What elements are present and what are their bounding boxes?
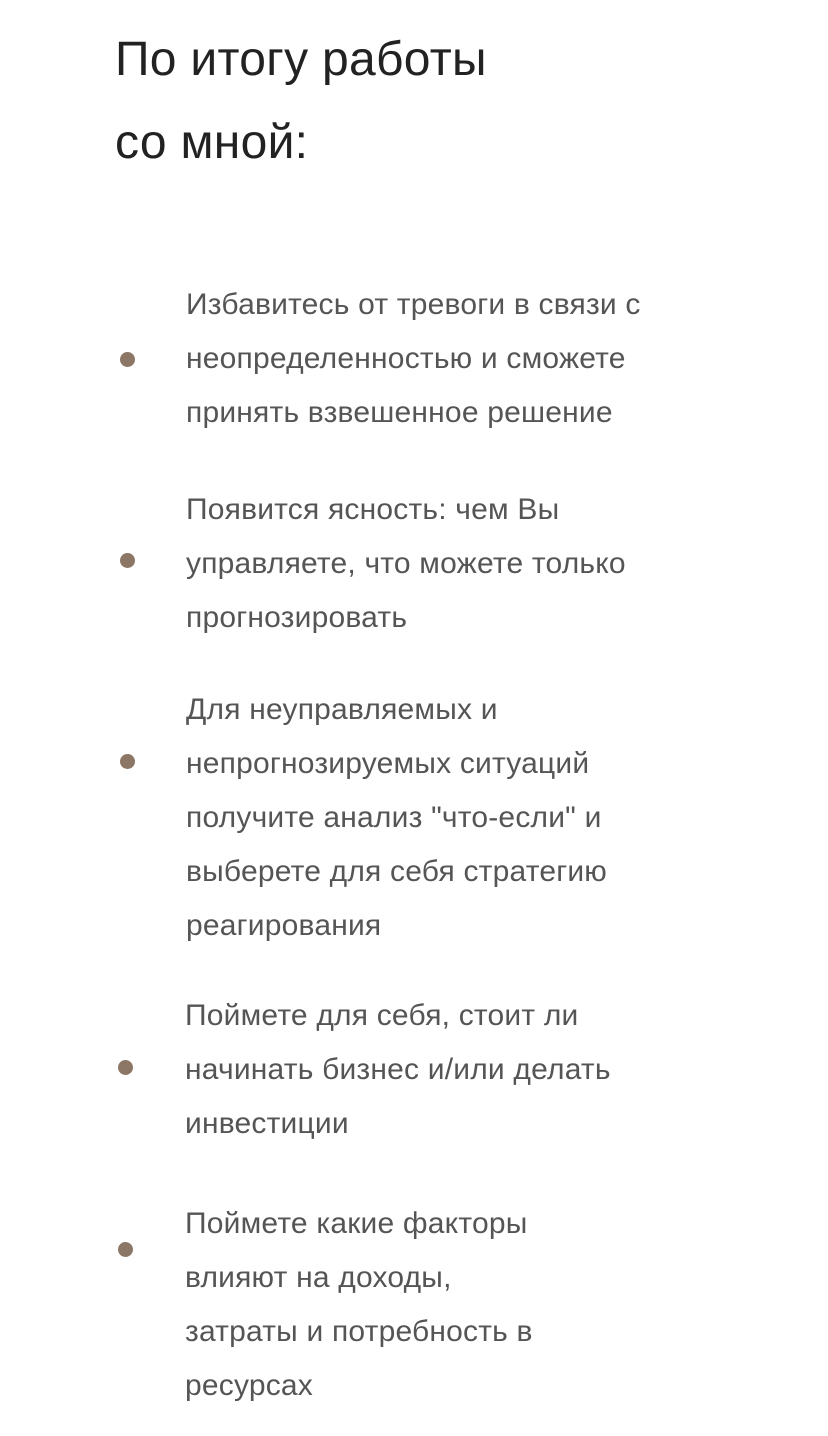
bullet-dot-icon bbox=[120, 352, 135, 367]
benefit-line: Избавитесь от тревоги в связи с bbox=[186, 288, 641, 321]
benefit-line: прогнозировать bbox=[186, 601, 408, 634]
benefit-line: принять взвешенное решение bbox=[186, 396, 613, 429]
benefit-text bbox=[186, 683, 607, 953]
benefit-line: Поймете какие факторы bbox=[185, 1207, 528, 1240]
benefit-line: получите анализ "что-если" и bbox=[186, 801, 602, 834]
benefit-line: начинать бизнес и/или делать bbox=[185, 1053, 611, 1086]
benefit-line: ресурсах bbox=[185, 1369, 314, 1402]
benefit-line: выберете для себя стратегию bbox=[186, 855, 608, 888]
benefit-line: влияют на доходы, bbox=[185, 1261, 452, 1294]
section-heading bbox=[115, 18, 755, 184]
heading-line: со мной: bbox=[115, 116, 309, 169]
heading-line: По итогу работы bbox=[115, 33, 487, 86]
benefit-line: управляете, что можете только bbox=[186, 547, 626, 580]
benefit-line: Появится ясность: чем Вы bbox=[186, 493, 560, 526]
benefit-line: затраты и потребность в bbox=[185, 1315, 533, 1348]
benefit-text bbox=[185, 1197, 533, 1413]
benefit-text bbox=[186, 483, 626, 645]
benefit-text bbox=[185, 989, 611, 1151]
bullet-dot-icon bbox=[120, 553, 135, 568]
bullet-dot-icon bbox=[118, 1060, 133, 1075]
benefit-text bbox=[186, 278, 641, 440]
benefit-line: неопределенностью и сможете bbox=[186, 342, 626, 375]
benefit-line: непрогнозируемых ситуаций bbox=[186, 747, 590, 780]
benefit-line: инвестиции bbox=[185, 1107, 349, 1140]
benefit-line: реагирования bbox=[186, 909, 382, 942]
bullet-dot-icon bbox=[118, 1242, 133, 1257]
benefit-line: Для неуправляемых и bbox=[186, 693, 498, 726]
bullet-dot-icon bbox=[120, 754, 135, 769]
benefit-line: Поймете для себя, стоит ли bbox=[185, 999, 579, 1032]
